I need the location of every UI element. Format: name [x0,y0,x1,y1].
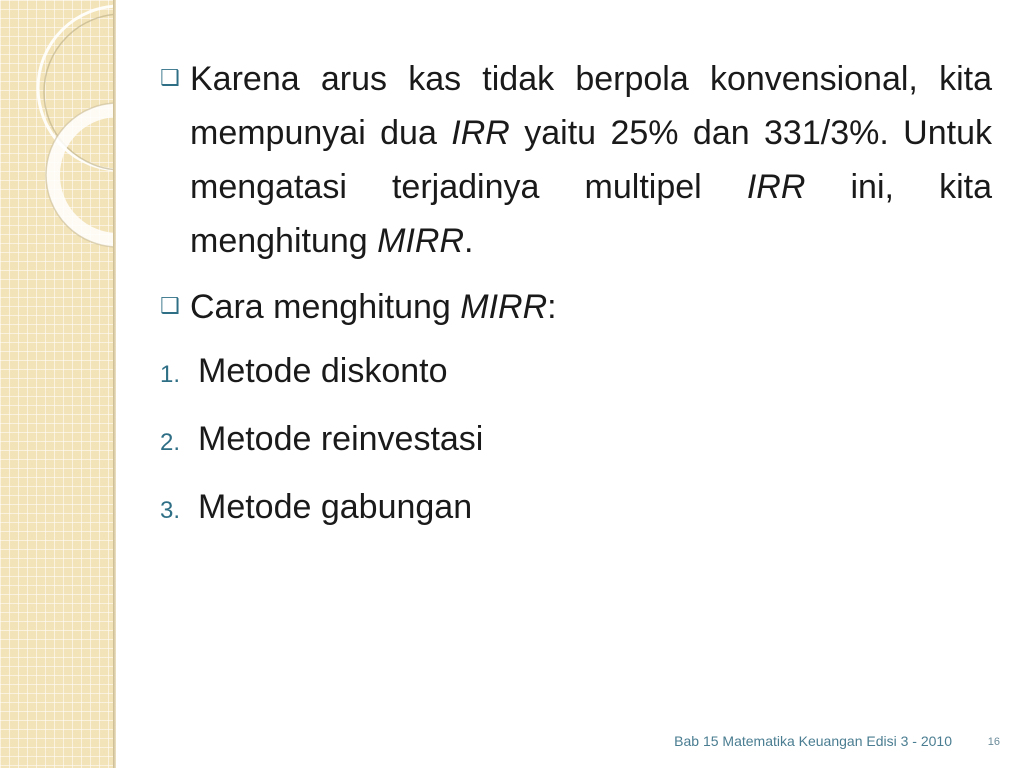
italic-term: MIRR [377,222,465,260]
square-bullet-icon: ❑ [160,294,180,319]
page-number: 16 [987,736,1000,748]
text-segment: . [464,222,474,260]
list-number: 1. [160,361,181,388]
italic-term: IRR [746,168,806,206]
footer-text: Bab 15 Matematika Keuangan Edisi 3 - 2010 [674,733,952,749]
method-label: Metode diskonto [198,352,448,390]
text-segment: yaitu 25% dan 331/3%. Untuk mengatasi terjadinya multipel [190,114,993,206]
method-item [160,480,992,538]
decorative-circles [0,0,113,768]
method-label: Metode reinvestasi [198,420,484,458]
method-item [160,344,992,402]
list-number: 2. [160,429,181,456]
text-segment: ini, kita menghitung [190,168,992,260]
text-segment: Cara menghitung [190,288,461,326]
italic-term: IRR [451,114,510,152]
decorative-side-band [0,0,113,768]
slide-content [160,52,992,538]
text-segment: Karena arus kas tidak berpola konvensional, kita mempunyai dua [190,60,992,152]
text-segment: : [547,288,557,326]
method-label: Metode gabungan [198,488,473,526]
side-band-edge [113,0,116,768]
method-item [160,412,992,470]
italic-term: MIRR [460,288,548,326]
bullet-paragraph-methods [160,280,992,334]
list-number: 3. [160,497,181,524]
bullet-paragraph-irr [160,52,992,268]
square-bullet-icon: ❑ [160,66,180,91]
